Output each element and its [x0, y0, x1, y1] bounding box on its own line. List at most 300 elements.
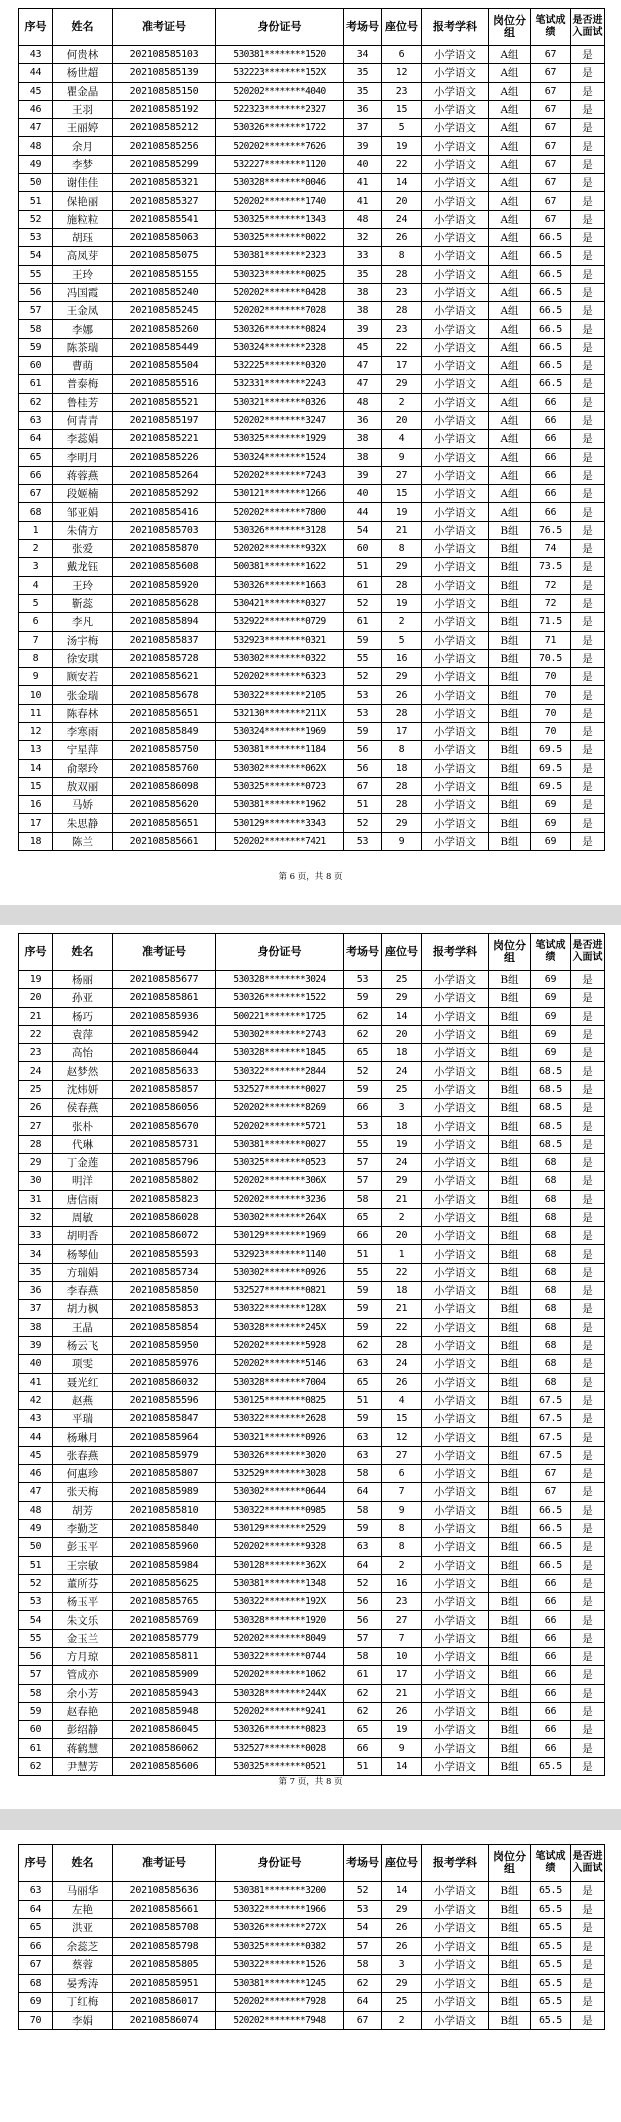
- room-cell: 65: [344, 1044, 382, 1062]
- name-cell: 代琳: [53, 1135, 113, 1153]
- score-cell: 68: [531, 1300, 571, 1318]
- room-cell: 52: [344, 1574, 382, 1592]
- name-cell: 杨世超: [53, 64, 113, 82]
- table-row: [19, 1721, 605, 1739]
- seat-cell: 19: [382, 594, 422, 612]
- room-cell: 38: [344, 448, 382, 466]
- ticket-cell: 202108585620: [113, 796, 216, 814]
- ticket-cell: 202108586056: [113, 1099, 216, 1117]
- seat-cell: 22: [382, 1318, 422, 1336]
- room-cell: 67: [344, 2011, 382, 2030]
- seq-cell: 60: [19, 1721, 53, 1739]
- group-cell: A组: [489, 192, 531, 210]
- table-row: [19, 1391, 605, 1409]
- room-cell: 51: [344, 1757, 382, 1775]
- group-cell: A组: [489, 466, 531, 484]
- room-cell: 41: [344, 174, 382, 192]
- idnum-cell: 520202********8049: [216, 1629, 344, 1647]
- ticket-cell: 202108585854: [113, 1318, 216, 1336]
- ticket-cell: 202108585840: [113, 1519, 216, 1537]
- seq-cell: 4: [19, 576, 53, 594]
- subject-cell: 小学语文: [422, 521, 489, 539]
- interview-cell: 是: [571, 1410, 605, 1428]
- subject-cell: 小学语文: [422, 1336, 489, 1354]
- name-cell: 项雯: [53, 1355, 113, 1373]
- score-cell: 69: [531, 989, 571, 1007]
- header-score: 笔试成绩: [531, 934, 571, 971]
- seq-cell: 6: [19, 613, 53, 631]
- name-cell: 李梦: [53, 155, 113, 173]
- group-cell: B组: [489, 540, 531, 558]
- seat-cell: 27: [382, 466, 422, 484]
- score-cell: 66: [531, 485, 571, 503]
- header-group: 岗位分组: [489, 934, 531, 971]
- interview-cell: 是: [571, 704, 605, 722]
- score-cell: 67: [531, 100, 571, 118]
- subject-cell: 小学语文: [422, 1739, 489, 1757]
- idnum-cell: 532527********0027: [216, 1080, 344, 1098]
- seat-cell: 17: [382, 722, 422, 740]
- interview-cell: 是: [571, 192, 605, 210]
- room-cell: 35: [344, 265, 382, 283]
- group-cell: B组: [489, 1373, 531, 1391]
- room-cell: 35: [344, 82, 382, 100]
- seat-cell: 28: [382, 1336, 422, 1354]
- room-cell: 38: [344, 430, 382, 448]
- interview-cell: 是: [571, 1099, 605, 1117]
- seat-cell: 22: [382, 155, 422, 173]
- group-cell: B组: [489, 649, 531, 667]
- room-cell: 59: [344, 1519, 382, 1537]
- ticket-cell: 202108585192: [113, 100, 216, 118]
- ticket-cell: 202108585075: [113, 247, 216, 265]
- idnum-cell: 520202********1740: [216, 192, 344, 210]
- interview-cell: 是: [571, 759, 605, 777]
- idnum-cell: 530322********2628: [216, 1410, 344, 1428]
- idnum-cell: 530325********1929: [216, 430, 344, 448]
- idnum-cell: 520202********5928: [216, 1336, 344, 1354]
- room-cell: 56: [344, 741, 382, 759]
- seat-cell: 15: [382, 100, 422, 118]
- seq-cell: 63: [19, 1882, 53, 1901]
- score-cell: 67: [531, 119, 571, 137]
- seq-cell: 43: [19, 1410, 53, 1428]
- seat-cell: 28: [382, 576, 422, 594]
- ticket-cell: 202108585516: [113, 375, 216, 393]
- subject-cell: 小学语文: [422, 1465, 489, 1483]
- ticket-cell: 202108585936: [113, 1007, 216, 1025]
- seq-cell: 66: [19, 466, 53, 484]
- name-cell: 袁萍: [53, 1025, 113, 1043]
- idnum-cell: 530325********0723: [216, 777, 344, 795]
- room-cell: 63: [344, 1355, 382, 1373]
- name-cell: 李春燕: [53, 1282, 113, 1300]
- interview-cell: 是: [571, 1465, 605, 1483]
- seq-cell: 52: [19, 210, 53, 228]
- interview-cell: 是: [571, 338, 605, 356]
- ticket-cell: 202108586098: [113, 777, 216, 795]
- subject-cell: 小学语文: [422, 1629, 489, 1647]
- table-row: [19, 722, 605, 740]
- name-cell: 李明月: [53, 448, 113, 466]
- room-cell: 54: [344, 521, 382, 539]
- idnum-cell: 530326********3020: [216, 1446, 344, 1464]
- room-cell: 56: [344, 759, 382, 777]
- seat-cell: 22: [382, 1263, 422, 1281]
- seq-cell: 38: [19, 1318, 53, 1336]
- interview-cell: 是: [571, 558, 605, 576]
- score-cell: 65.5: [531, 1757, 571, 1775]
- room-cell: 53: [344, 971, 382, 989]
- group-cell: A组: [489, 430, 531, 448]
- name-cell: 侯春燕: [53, 1099, 113, 1117]
- room-cell: 53: [344, 686, 382, 704]
- table-row: [19, 814, 605, 832]
- subject-cell: 小学语文: [422, 1684, 489, 1702]
- subject-cell: 小学语文: [422, 576, 489, 594]
- subject-cell: 小学语文: [422, 704, 489, 722]
- ticket-cell: 202108585103: [113, 46, 216, 64]
- ticket-cell: 202108585063: [113, 228, 216, 246]
- score-cell: 66: [531, 1739, 571, 1757]
- table-body: [19, 1882, 605, 2030]
- subject-cell: 小学语文: [422, 137, 489, 155]
- subject-cell: 小学语文: [422, 265, 489, 283]
- group-cell: A组: [489, 137, 531, 155]
- subject-cell: 小学语文: [422, 247, 489, 265]
- idnum-cell: 530326********0824: [216, 320, 344, 338]
- room-cell: 66: [344, 1227, 382, 1245]
- table-row: [19, 2011, 605, 2030]
- table-row: [19, 686, 605, 704]
- name-cell: 王羽: [53, 100, 113, 118]
- score-cell: 66: [531, 1666, 571, 1684]
- ticket-cell: 202108585150: [113, 82, 216, 100]
- table-row: [19, 210, 605, 228]
- ticket-cell: 202108585979: [113, 1446, 216, 1464]
- name-cell: 王金凤: [53, 302, 113, 320]
- seat-cell: 17: [382, 1666, 422, 1684]
- group-cell: B组: [489, 1629, 531, 1647]
- seat-cell: 2: [382, 393, 422, 411]
- room-cell: 53: [344, 1900, 382, 1919]
- seat-cell: 14: [382, 1882, 422, 1901]
- interview-cell: 是: [571, 1519, 605, 1537]
- seat-cell: 14: [382, 1007, 422, 1025]
- score-cell: 65.5: [531, 1993, 571, 2012]
- seq-cell: 56: [19, 1647, 53, 1665]
- name-cell: 洪亚: [53, 1919, 113, 1938]
- seq-cell: 43: [19, 46, 53, 64]
- idnum-cell: 520202********7626: [216, 137, 344, 155]
- group-cell: A组: [489, 265, 531, 283]
- table-row: [19, 1757, 605, 1775]
- header-interview: 是否进入面试: [571, 9, 605, 46]
- room-cell: 56: [344, 1593, 382, 1611]
- seq-cell: 5: [19, 594, 53, 612]
- room-cell: 34: [344, 46, 382, 64]
- score-cell: 67: [531, 1483, 571, 1501]
- name-cell: 陈兰: [53, 832, 113, 850]
- seq-cell: 55: [19, 1629, 53, 1647]
- interview-cell: 是: [571, 1062, 605, 1080]
- name-cell: 李凡: [53, 613, 113, 631]
- score-cell: 65.5: [531, 1919, 571, 1938]
- name-cell: 谢佳佳: [53, 174, 113, 192]
- idnum-cell: 530325********0521: [216, 1757, 344, 1775]
- group-cell: B组: [489, 1574, 531, 1592]
- seq-cell: 67: [19, 1956, 53, 1975]
- room-cell: 59: [344, 1410, 382, 1428]
- idnum-cell: 530302********264X: [216, 1208, 344, 1226]
- name-cell: 孙亚: [53, 989, 113, 1007]
- name-cell: 赵燕: [53, 1391, 113, 1409]
- room-cell: 36: [344, 100, 382, 118]
- seat-cell: 10: [382, 1647, 422, 1665]
- table-row: [19, 1007, 605, 1025]
- name-cell: 邹亚娟: [53, 503, 113, 521]
- score-cell: 72: [531, 576, 571, 594]
- room-cell: 55: [344, 649, 382, 667]
- seq-cell: 10: [19, 686, 53, 704]
- seq-cell: 14: [19, 759, 53, 777]
- subject-cell: 小学语文: [422, 594, 489, 612]
- ticket-cell: 202108585857: [113, 1080, 216, 1098]
- seq-cell: 50: [19, 1538, 53, 1556]
- interview-cell: 是: [571, 1757, 605, 1775]
- idnum-cell: 520202********306X: [216, 1172, 344, 1190]
- ticket-cell: 202108585853: [113, 1300, 216, 1318]
- table-row: [19, 1190, 605, 1208]
- ticket-cell: 202108585861: [113, 989, 216, 1007]
- table-row: [19, 192, 605, 210]
- score-cell: 66.5: [531, 1556, 571, 1574]
- name-cell: 何惠珍: [53, 1465, 113, 1483]
- ticket-cell: 202108585197: [113, 411, 216, 429]
- seq-cell: 17: [19, 814, 53, 832]
- seat-cell: 9: [382, 1739, 422, 1757]
- room-cell: 63: [344, 1538, 382, 1556]
- name-cell: 王玲: [53, 265, 113, 283]
- table-header: [19, 934, 605, 971]
- idnum-cell: 530129********2529: [216, 1519, 344, 1537]
- table-row: [19, 1593, 605, 1611]
- ticket-cell: 202108585796: [113, 1153, 216, 1171]
- score-cell: 69: [531, 1007, 571, 1025]
- group-cell: B组: [489, 1721, 531, 1739]
- seat-cell: 26: [382, 228, 422, 246]
- seq-cell: 69: [19, 1993, 53, 2012]
- interview-cell: 是: [571, 137, 605, 155]
- subject-cell: 小学语文: [422, 411, 489, 429]
- header-ticket: 准考证号: [113, 1845, 216, 1882]
- subject-cell: 小学语文: [422, 174, 489, 192]
- name-cell: 胡珏: [53, 228, 113, 246]
- ticket-cell: 202108585943: [113, 1684, 216, 1702]
- seat-cell: 20: [382, 1025, 422, 1043]
- subject-cell: 小学语文: [422, 1919, 489, 1938]
- table-row: [19, 832, 605, 850]
- group-cell: B组: [489, 1501, 531, 1519]
- idnum-cell: 530381********0027: [216, 1135, 344, 1153]
- name-cell: 李娟: [53, 2011, 113, 2030]
- group-cell: B组: [489, 1153, 531, 1171]
- idnum-cell: 530326********1663: [216, 576, 344, 594]
- subject-cell: 小学语文: [422, 1647, 489, 1665]
- ticket-cell: 202108585628: [113, 594, 216, 612]
- interview-cell: 是: [571, 1373, 605, 1391]
- seq-cell: 54: [19, 247, 53, 265]
- seat-cell: 7: [382, 1483, 422, 1501]
- idnum-cell: 530324********1969: [216, 722, 344, 740]
- idnum-cell: 530302********0926: [216, 1263, 344, 1281]
- room-cell: 63: [344, 1446, 382, 1464]
- name-cell: 胡芳: [53, 1501, 113, 1519]
- page-6: [0, 0, 621, 905]
- seat-cell: 26: [382, 1373, 422, 1391]
- ticket-cell: 202108585321: [113, 174, 216, 192]
- seq-cell: 7: [19, 631, 53, 649]
- interview-cell: 是: [571, 1190, 605, 1208]
- idnum-cell: 532529********3028: [216, 1465, 344, 1483]
- seq-cell: 2: [19, 540, 53, 558]
- table-row: [19, 1974, 605, 1993]
- group-cell: B组: [489, 1428, 531, 1446]
- table-row: [19, 64, 605, 82]
- interview-cell: 是: [571, 1153, 605, 1171]
- name-cell: 杨云飞: [53, 1336, 113, 1354]
- room-cell: 61: [344, 613, 382, 631]
- seat-cell: 21: [382, 1300, 422, 1318]
- header-ticket: 准考证号: [113, 934, 216, 971]
- score-cell: 67.5: [531, 1428, 571, 1446]
- header-seat: 座位号: [382, 1845, 422, 1882]
- group-cell: B组: [489, 521, 531, 539]
- score-cell: 66: [531, 466, 571, 484]
- seq-cell: 45: [19, 82, 53, 100]
- table-row: [19, 668, 605, 686]
- ticket-cell: 202108585708: [113, 1919, 216, 1938]
- seq-cell: 50: [19, 174, 53, 192]
- name-cell: 何青青: [53, 411, 113, 429]
- table-row: [19, 1919, 605, 1938]
- interview-cell: 是: [571, 430, 605, 448]
- interview-cell: 是: [571, 265, 605, 283]
- idnum-cell: 530421********0327: [216, 594, 344, 612]
- idnum-cell: 520202********0428: [216, 283, 344, 301]
- seq-cell: 22: [19, 1025, 53, 1043]
- score-cell: 70: [531, 704, 571, 722]
- name-cell: 赵春艳: [53, 1702, 113, 1720]
- seq-cell: 8: [19, 649, 53, 667]
- idnum-cell: 532223********152X: [216, 64, 344, 82]
- table-row: [19, 1937, 605, 1956]
- subject-cell: 小学语文: [422, 1556, 489, 1574]
- idnum-cell: 530302********0644: [216, 1483, 344, 1501]
- table-row: [19, 1208, 605, 1226]
- idnum-cell: 520202********932X: [216, 540, 344, 558]
- seat-cell: 7: [382, 1629, 422, 1647]
- interview-cell: 是: [571, 1263, 605, 1281]
- table-row: [19, 82, 605, 100]
- table-row: [19, 1519, 605, 1537]
- group-cell: A组: [489, 119, 531, 137]
- subject-cell: 小学语文: [422, 1190, 489, 1208]
- room-cell: 59: [344, 989, 382, 1007]
- name-cell: 丁金莲: [53, 1153, 113, 1171]
- score-cell: 66: [531, 1574, 571, 1592]
- group-cell: B组: [489, 1410, 531, 1428]
- interview-cell: 是: [571, 174, 605, 192]
- room-cell: 66: [344, 1739, 382, 1757]
- ticket-cell: 202108585989: [113, 1483, 216, 1501]
- name-cell: 王玲: [53, 576, 113, 594]
- seq-cell: 34: [19, 1245, 53, 1263]
- seat-cell: 14: [382, 174, 422, 192]
- room-cell: 62: [344, 1025, 382, 1043]
- group-cell: A组: [489, 247, 531, 265]
- table-row: [19, 1882, 605, 1901]
- table-row: [19, 283, 605, 301]
- room-cell: 53: [344, 704, 382, 722]
- score-cell: 66.5: [531, 1519, 571, 1537]
- seq-cell: 64: [19, 1900, 53, 1919]
- score-cell: 67: [531, 210, 571, 228]
- seq-cell: 55: [19, 265, 53, 283]
- interview-cell: 是: [571, 1007, 605, 1025]
- name-cell: 丁红梅: [53, 1993, 113, 2012]
- score-cell: 68: [531, 1263, 571, 1281]
- name-cell: 尹慧芳: [53, 1757, 113, 1775]
- subject-cell: 小学语文: [422, 1208, 489, 1226]
- seq-cell: 16: [19, 796, 53, 814]
- name-cell: 李娜: [53, 320, 113, 338]
- ticket-cell: 202108585909: [113, 1666, 216, 1684]
- seat-cell: 8: [382, 741, 422, 759]
- seat-cell: 24: [382, 1153, 422, 1171]
- room-cell: 57: [344, 1172, 382, 1190]
- group-cell: B组: [489, 576, 531, 594]
- subject-cell: 小学语文: [422, 357, 489, 375]
- subject-cell: 小学语文: [422, 1593, 489, 1611]
- header-seat: 座位号: [382, 9, 422, 46]
- room-cell: 55: [344, 1135, 382, 1153]
- group-cell: A组: [489, 485, 531, 503]
- room-cell: 62: [344, 1702, 382, 1720]
- name-cell: 王晶: [53, 1318, 113, 1336]
- interview-cell: 是: [571, 357, 605, 375]
- score-cell: 67.5: [531, 1391, 571, 1409]
- table-row: [19, 777, 605, 795]
- score-cell: 66.5: [531, 1538, 571, 1556]
- subject-cell: 小学语文: [422, 1410, 489, 1428]
- interview-cell: 是: [571, 1300, 605, 1318]
- idnum-cell: 522323********2327: [216, 100, 344, 118]
- seq-cell: 51: [19, 192, 53, 210]
- header-seq: 序号: [19, 9, 53, 46]
- name-cell: 陈茶瑞: [53, 338, 113, 356]
- subject-cell: 小学语文: [422, 485, 489, 503]
- ticket-cell: 202108586074: [113, 2011, 216, 2030]
- table-row: [19, 594, 605, 612]
- name-cell: 朱思静: [53, 814, 113, 832]
- group-cell: B组: [489, 971, 531, 989]
- room-cell: 58: [344, 1501, 382, 1519]
- interview-cell: 是: [571, 989, 605, 1007]
- idnum-cell: 500381********1622: [216, 558, 344, 576]
- subject-cell: 小学语文: [422, 1080, 489, 1098]
- table-row: [19, 741, 605, 759]
